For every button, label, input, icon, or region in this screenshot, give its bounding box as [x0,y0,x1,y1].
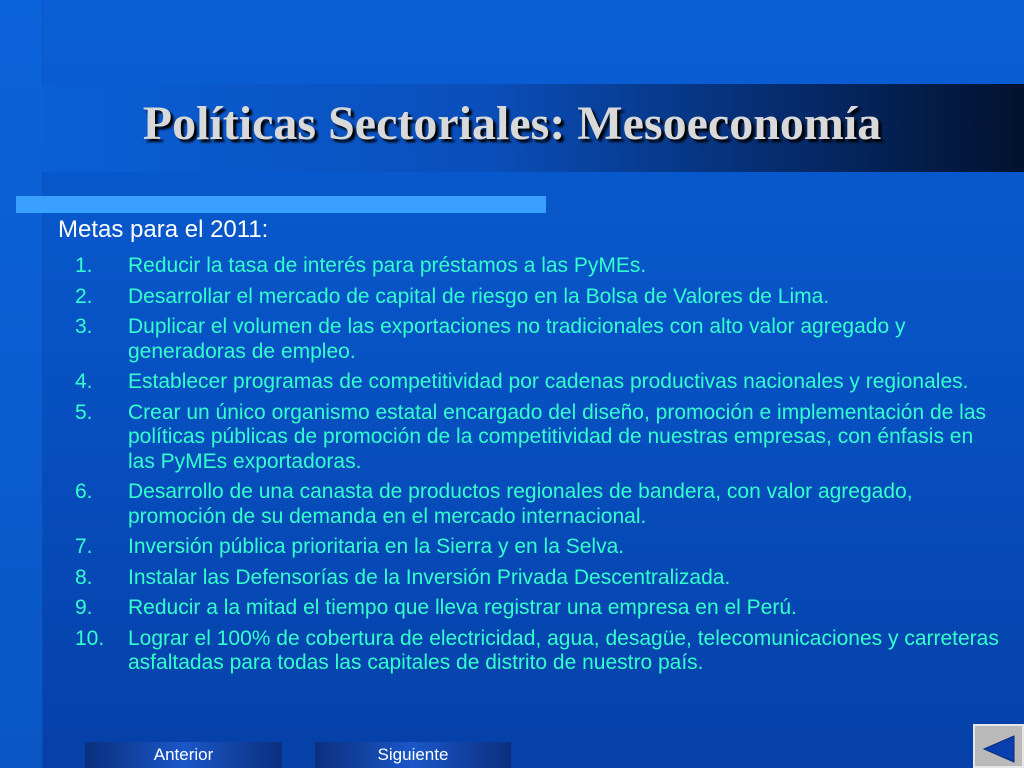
list-text: Desarrollo de una canasta de productos regionales de bandera, con valor agregado, promoción de su demanda en el mercado internacional. [128,480,913,528]
list-text: Crear un único organismo estatal encargado del diseño, promoción e implementación de las políticas públicas de promoción de la competitividad de nuestras empresas, con énfasis en las PyMEs exportadoras. [128,400,986,473]
list-item [75,401,1005,475]
list-item [75,315,1005,364]
list-text: Lograr el 100% de cobertura de electricidad, agua, desagüe, telecomunicaciones y carreteras asfaltadas para todas las capitales de distrito de nuestro país. [128,626,999,674]
triangle-left-icon [981,734,1017,764]
list-item [75,480,1005,529]
list-text: Establecer programas de competitividad por cadenas productivas nacionales y regionales. [128,370,969,393]
list-item [75,285,1005,310]
list-item [75,566,1005,591]
list-number: 7. [75,535,93,558]
list-item [75,596,1005,621]
list-number: 5. [75,400,93,424]
list-text: Desarrollar el mercado de capital de riesgo en la Bolsa de Valores de Lima. [128,284,830,308]
goals-list [75,254,1005,682]
list-number: 9. [75,596,93,619]
list-text: Instalar las Defensorías de la Inversión Privada Descentralizada. [128,565,731,589]
list-number: 2. [75,284,93,308]
slide-title: Políticas Sectoriales: Mesoeconomía [142,97,882,150]
list-item [75,627,1005,676]
list-text: Reducir a la mitad el tiempo que lleva registrar una empresa en el Perú. [128,596,797,619]
back-button[interactable] [973,724,1024,768]
list-text: Inversión pública prioritaria en la Sierra y en la Selva. [128,535,625,558]
accent-line [16,196,546,213]
list-item [75,535,1005,560]
list-number: 10. [75,626,105,650]
list-text: Reducir la tasa de interés para préstamos a las PyMEs. [128,254,647,277]
next-button[interactable]: Siguiente [315,742,511,768]
list-number: 8. [75,565,93,589]
list-number: 4. [75,370,93,393]
list-text: Duplicar el volumen de las exportaciones no tradicionales con alto valor agregado y generadoras de empleo. [128,315,906,363]
list-item [75,370,1005,395]
previous-button[interactable]: Anterior [85,742,282,768]
list-item [75,254,1005,279]
list-number: 1. [75,254,93,277]
list-number: 3. [75,315,93,338]
list-number: 6. [75,480,93,503]
slide-subtitle: Metas para el 2011: [58,216,269,243]
